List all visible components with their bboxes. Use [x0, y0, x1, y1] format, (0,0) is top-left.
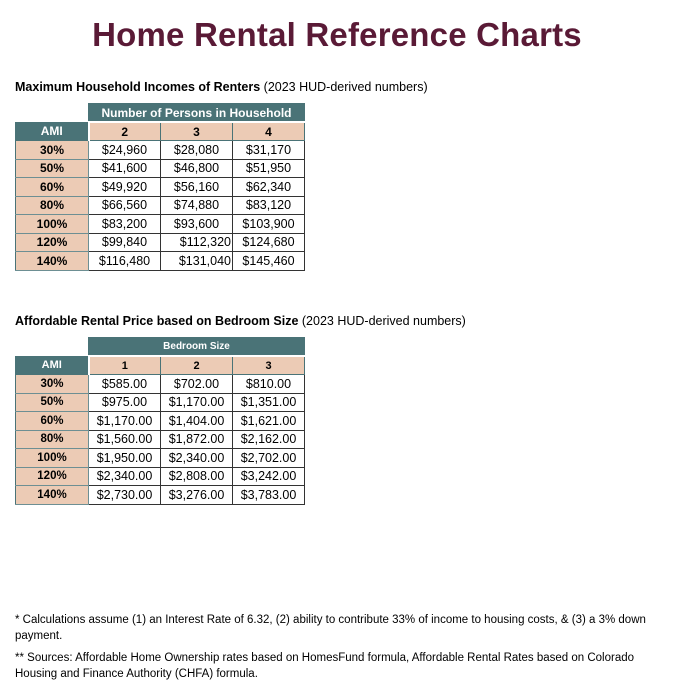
value-cell: $56,160 [161, 178, 233, 197]
column-header: 4 [233, 122, 305, 141]
value-cell: $28,080 [161, 141, 233, 160]
value-cell: $3,276.00 [161, 486, 233, 505]
value-cell: $46,800 [161, 159, 233, 178]
table-row [16, 375, 305, 394]
ami-cell: 30% [16, 375, 89, 394]
income-heading-bold: Maximum Household Incomes of Renters [15, 80, 261, 94]
value-cell: $66,560 [89, 196, 161, 215]
column-header: 2 [161, 356, 233, 375]
table-row [16, 178, 305, 197]
column-header: 1 [89, 356, 161, 375]
column-header: 3 [233, 356, 305, 375]
value-cell: $1,170.00 [161, 393, 233, 412]
value-cell: $93,600 [161, 215, 233, 234]
value-cell: $31,170 [233, 141, 305, 160]
value-cell: $1,872.00 [161, 430, 233, 449]
value-cell: $51,950 [233, 159, 305, 178]
rental-table-heading [15, 314, 466, 328]
value-cell: $99,840 [89, 233, 161, 252]
value-cell: $145,460 [233, 252, 305, 271]
rental-heading-note: (2023 HUD-derived numbers) [298, 314, 466, 328]
value-cell: $83,120 [233, 196, 305, 215]
ami-cell: 50% [16, 159, 89, 178]
income-table [15, 103, 305, 271]
value-cell: $116,480 [89, 252, 161, 271]
value-cell: $810.00 [233, 375, 305, 394]
table-row [16, 393, 305, 412]
value-cell: $2,702.00 [233, 449, 305, 468]
ami-cell: 120% [16, 467, 89, 486]
table-row [16, 467, 305, 486]
value-cell: $74,880 [161, 196, 233, 215]
ami-cell: 80% [16, 430, 89, 449]
value-cell: $41,600 [89, 159, 161, 178]
table-row [16, 141, 305, 160]
ami-cell: 140% [16, 252, 89, 271]
value-cell: $1,560.00 [89, 430, 161, 449]
rental-table [15, 337, 305, 505]
ami-cell: 100% [16, 215, 89, 234]
value-cell: $103,900 [233, 215, 305, 234]
table-row [16, 486, 305, 505]
value-cell: $975.00 [89, 393, 161, 412]
table-row [16, 412, 305, 431]
ami-header: AMI [16, 122, 89, 141]
rental-heading-bold: Affordable Rental Price based on Bedroom Size [15, 314, 299, 328]
value-cell: $2,162.00 [233, 430, 305, 449]
value-cell: $1,170.00 [89, 412, 161, 431]
ami-header: AMI [16, 356, 89, 375]
value-cell: $2,808.00 [161, 467, 233, 486]
value-cell: $62,340 [233, 178, 305, 197]
table-row [16, 215, 305, 234]
value-cell: $1,351.00 [233, 393, 305, 412]
value-cell: $124,680 [233, 233, 305, 252]
income-heading-note: (2023 HUD-derived numbers) [260, 80, 428, 94]
value-cell: $3,783.00 [233, 486, 305, 505]
page-title: Home Rental Reference Charts [92, 16, 582, 53]
column-header: 2 [89, 122, 161, 141]
value-cell: $2,730.00 [89, 486, 161, 505]
value-cell: $2,340.00 [161, 449, 233, 468]
table-row [16, 159, 305, 178]
table-row [16, 233, 305, 252]
group-header: Number of Persons in Household [89, 104, 305, 123]
value-cell: $112,320 [161, 233, 233, 252]
value-cell: $2,340.00 [89, 467, 161, 486]
value-cell: $3,242.00 [233, 467, 305, 486]
ami-cell: 140% [16, 486, 89, 505]
table-row [16, 252, 305, 271]
value-cell: $702.00 [161, 375, 233, 394]
value-cell: $131,040 [161, 252, 233, 271]
footnote-calculations: * Calculations assume (1) an Interest Rate of 6.32, (2) ability to contribute 33% of income to housing costs, & (3) a 3% down payment. [15, 614, 646, 642]
ami-cell: 50% [16, 393, 89, 412]
column-header: 3 [161, 122, 233, 141]
ami-cell: 100% [16, 449, 89, 468]
ami-cell: 60% [16, 412, 89, 431]
table-row [16, 196, 305, 215]
value-cell: $83,200 [89, 215, 161, 234]
value-cell: $49,920 [89, 178, 161, 197]
ami-cell: 120% [16, 233, 89, 252]
blank-corner [16, 104, 89, 123]
ami-cell: 60% [16, 178, 89, 197]
income-table-heading [15, 80, 428, 94]
group-header: Bedroom Size [89, 338, 305, 357]
value-cell: $1,621.00 [233, 412, 305, 431]
blank-corner [16, 338, 89, 357]
value-cell: $24,960 [89, 141, 161, 160]
ami-cell: 80% [16, 196, 89, 215]
footnote-sources: ** Sources: Affordable Home Ownership rates based on HomesFund formula, Affordable Rental Rates based on Colorado Housing and Finance Authority (CHFA) formula. [15, 652, 635, 680]
value-cell: $1,404.00 [161, 412, 233, 431]
value-cell: $585.00 [89, 375, 161, 394]
table-row [16, 449, 305, 468]
table-row [16, 430, 305, 449]
value-cell: $1,950.00 [89, 449, 161, 468]
ami-cell: 30% [16, 141, 89, 160]
